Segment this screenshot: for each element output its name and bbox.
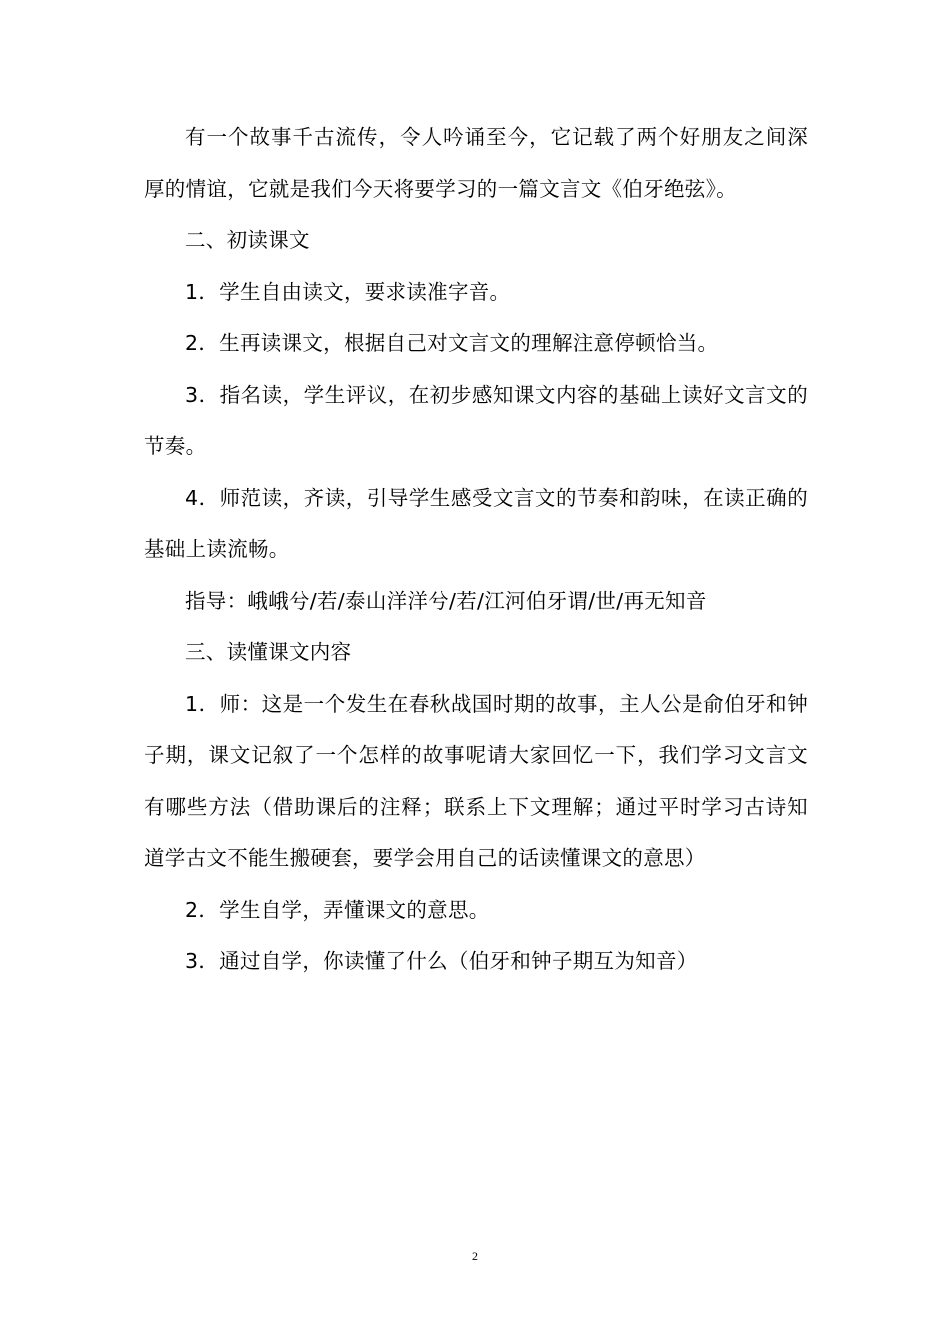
paragraph-step-1: 1．学生自由读文，要求读准字音。 [185, 279, 511, 304]
paragraph-self-study: 2．学生自学，弄懂课文的意思。 [185, 897, 490, 922]
paragraph-step-2: 2．生再读课文，根据自己对文言文的理解注意停顿恰当。 [185, 331, 719, 355]
section-heading-first-reading: 二、初读课文 [185, 228, 310, 252]
document-body [144, 112, 808, 988]
paragraph-what-learned: 3．通过自学，你读懂了什么（伯牙和钟子期互为知音） [185, 949, 698, 973]
paragraph-step-4: 4．师范读，齐读，引导学生感受文言文的节奏和韵味，在读正确的基础上读流畅。 [144, 485, 808, 561]
paragraph-intro: 有一个故事千古流传，令人吟诵至今，它记载了两个好朋友之间深厚的情谊，它就是我们今天将要学习的一篇文言文《伯牙绝弦》。 [144, 125, 808, 201]
paragraph-guidance: 指导：峨峨兮/若/泰山洋洋兮/若/江河伯牙谓/世/再无知音 [185, 588, 707, 613]
section-heading-understanding: 三、读懂课文内容 [185, 640, 352, 664]
paragraph-step-3: 3．指名读，学生评议，在初步感知课文内容的基础上读好文言文的节奏。 [144, 382, 808, 458]
page-number: 2 [472, 1249, 478, 1263]
paragraph-teacher-question: 1．师：这是一个发生在春秋战国时期的故事，主人公是俞伯牙和钟子期，课文记叙了一个怎样的故事呢请大家回忆一下，我们学习文言文有哪些方法（借助课后的注释；联系上下文理解；通过平时学习古诗知道学古文不能生搬硬套，要学会用自己的话读懂课文的意思） [144, 691, 808, 870]
